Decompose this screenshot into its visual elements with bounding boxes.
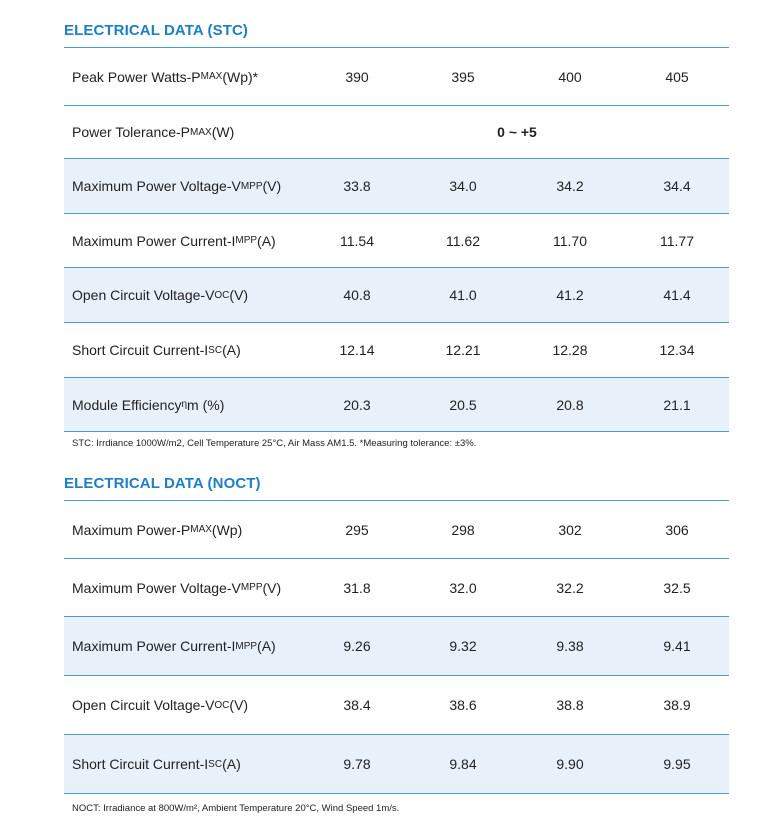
row-label: Maximum Power Current-I MPP (A) [72, 638, 276, 654]
row-label: Power Tolerance-P MAX (W) [72, 124, 235, 140]
value-cell: 34.2 [556, 178, 584, 194]
value-cell: 11.77 [660, 232, 694, 249]
noct-section-title: ELECTRICAL DATA (NOCT) [64, 475, 261, 492]
value-cell: 9.90 [556, 756, 584, 772]
value-cell: 20.3 [343, 396, 371, 413]
value-cell: 9.78 [343, 756, 371, 772]
value-cell: 20.5 [449, 396, 477, 413]
row-label: Module Efficiency η m (%) [72, 396, 225, 413]
value-cell: 41.4 [663, 287, 691, 303]
tolerance-value: 0 ~ +5 [497, 124, 537, 140]
value-cell: 306 [665, 521, 689, 538]
noct-row-isc [64, 735, 729, 794]
value-cell: 9.26 [343, 638, 371, 654]
row-label: Maximum Power Current-I MPP (A) [72, 232, 276, 249]
stc-table [64, 47, 729, 432]
value-cell: 9.32 [449, 638, 477, 654]
row-label: Peak Power Watts-P MAX (Wp)* [72, 68, 259, 85]
value-cell: 11.54 [340, 232, 374, 249]
value-cell: 11.70 [553, 232, 587, 249]
value-cell: 400 [558, 68, 582, 85]
noct-footnote: NOCT: Irradiance at 800W/m², Ambient Temperature 20°C, Wind Speed 1m/s. [72, 803, 400, 814]
value-cell: 395 [451, 68, 475, 85]
value-cell: 12.34 [659, 342, 695, 358]
value-cell: 38.8 [556, 697, 584, 713]
value-cell: 32.5 [663, 579, 691, 596]
value-cell: 12.14 [339, 342, 375, 358]
value-cell: 38.9 [663, 697, 691, 713]
row-label: Maximum Power Voltage-V MPP (V) [72, 178, 282, 194]
value-cell: 390 [345, 68, 369, 85]
value-cell: 295 [345, 521, 369, 538]
stc-footnote: STC: Irrdiance 1000W/m2, Cell Temperature 25°C, Air Mass AM1.5. *Measuring tolerance: ±3%. [72, 438, 477, 449]
noct-row-vmpp [64, 559, 729, 617]
value-cell: 9.38 [556, 638, 584, 654]
row-label: Maximum Power Voltage-V MPP (V) [72, 579, 282, 596]
stc-row-isc [64, 323, 729, 378]
stc-row-peak-power [64, 48, 729, 106]
value-cell: 33.8 [343, 178, 371, 194]
value-cell: 302 [558, 521, 582, 538]
noct-row-impp [64, 617, 729, 676]
stc-row-vmpp [64, 159, 729, 214]
value-cell: 21.1 [663, 396, 691, 413]
value-cell: 9.41 [663, 638, 691, 654]
value-cell: 32.0 [449, 579, 477, 596]
stc-row-power-tolerance [64, 106, 729, 159]
value-cell: 12.21 [445, 342, 481, 358]
value-cell: 298 [451, 521, 475, 538]
value-cell: 32.2 [556, 579, 584, 596]
value-cell: 12.28 [552, 342, 588, 358]
row-label: Short Circuit Current-I SC (A) [72, 756, 241, 772]
stc-row-impp [64, 214, 729, 268]
noct-row-pmax [64, 501, 729, 559]
stc-section-title: ELECTRICAL DATA (STC) [64, 22, 249, 39]
value-cell: 31.8 [343, 579, 371, 596]
value-cell: 38.6 [449, 697, 477, 713]
value-cell: 38.4 [343, 697, 371, 713]
row-label: Open Circuit Voltage-V OC (V) [72, 287, 249, 303]
row-label: Short Circuit Current-I SC (A) [72, 342, 241, 358]
value-cell: 9.95 [663, 756, 691, 772]
value-cell: 40.8 [343, 287, 371, 303]
stc-row-voc [64, 268, 729, 323]
value-cell: 34.4 [663, 178, 691, 194]
value-cell: 41.0 [449, 287, 477, 303]
value-cell: 20.8 [556, 396, 584, 413]
value-cell: 9.84 [449, 756, 477, 772]
value-cell: 41.2 [556, 287, 584, 303]
noct-table [64, 500, 729, 794]
stc-row-efficiency [64, 378, 729, 432]
value-cell: 405 [665, 68, 689, 85]
value-cell: 11.62 [446, 232, 480, 249]
row-label: Open Circuit Voltage-V OC (V) [72, 697, 249, 713]
noct-row-voc [64, 676, 729, 735]
row-label: Maximum Power-P MAX (Wp) [72, 521, 243, 538]
value-cell: 34.0 [449, 178, 477, 194]
